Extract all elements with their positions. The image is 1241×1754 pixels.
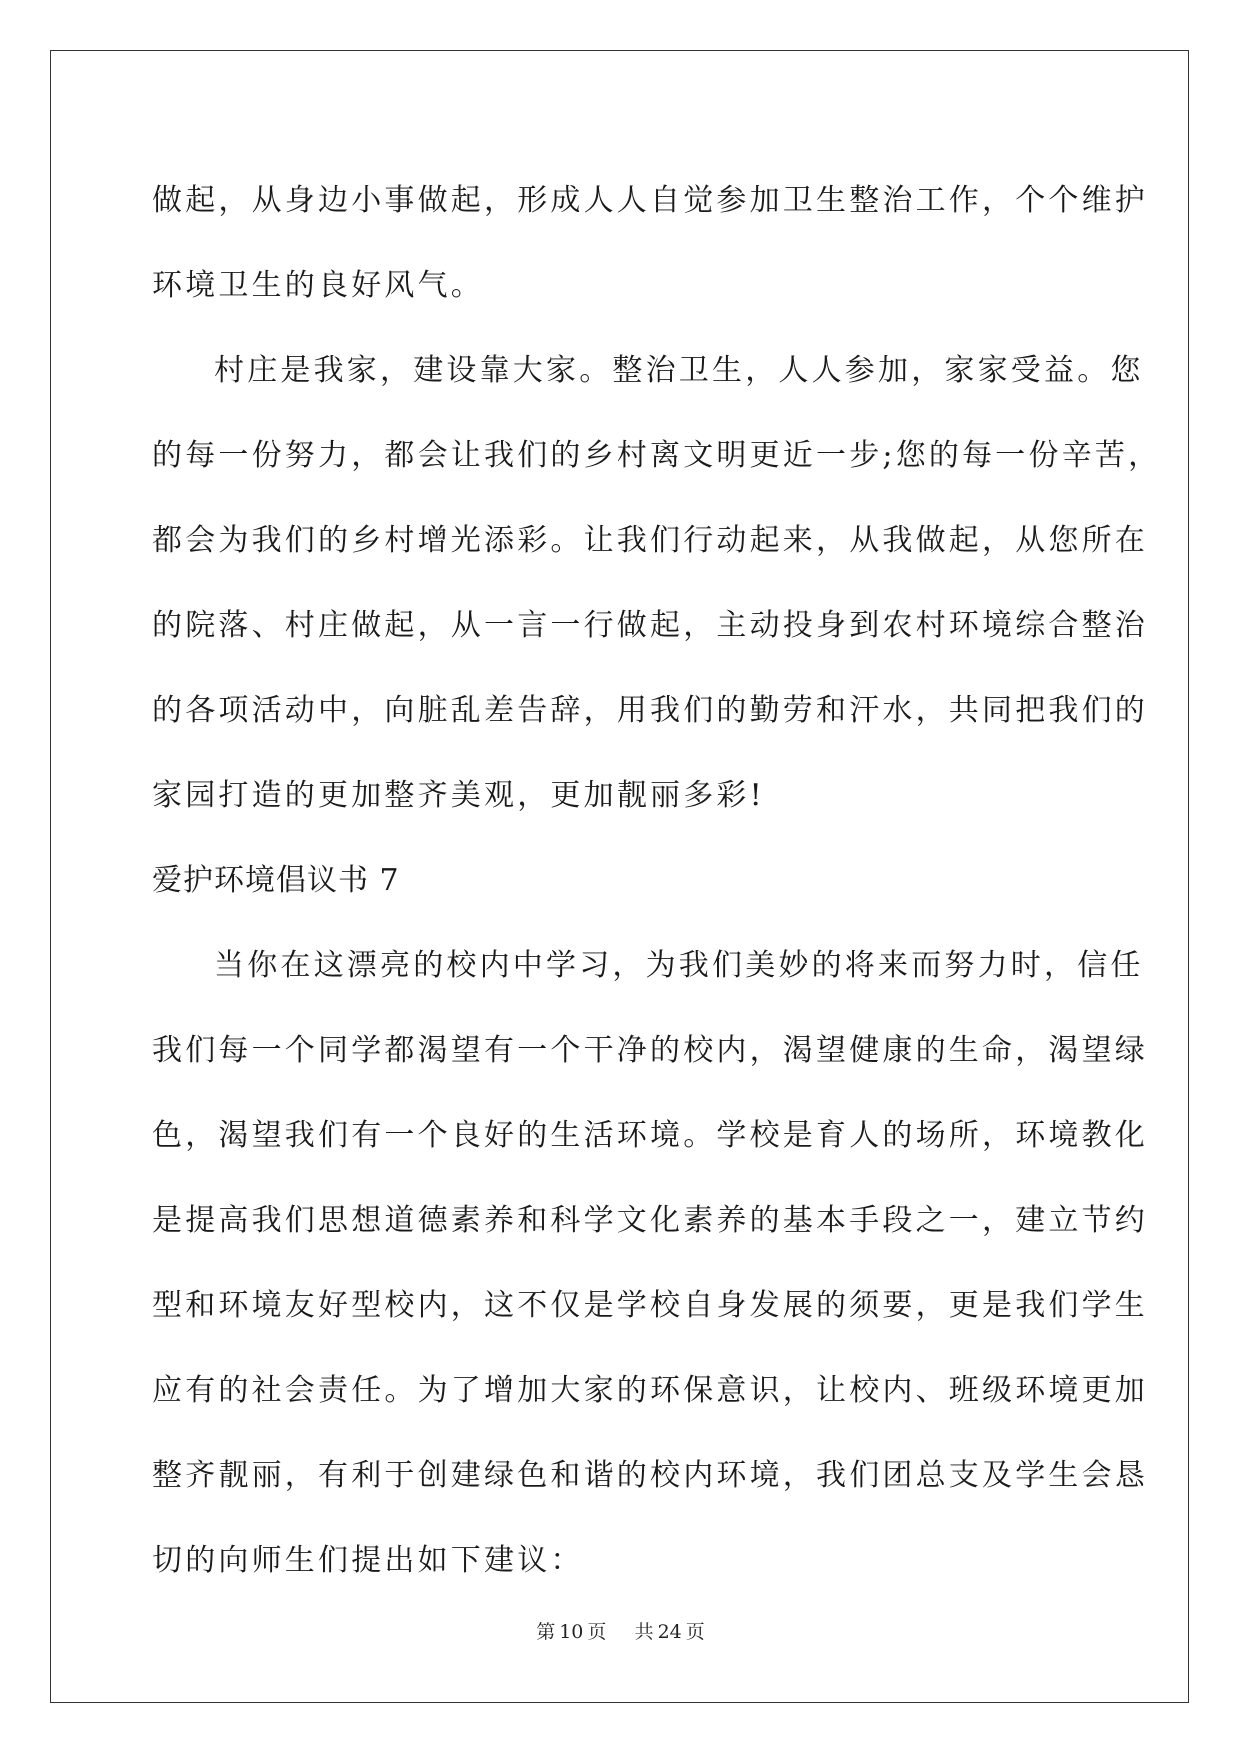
total-label-suffix: 页: [685, 1621, 705, 1643]
paragraph-start-line: 村庄是我家，建设靠大家。整治卫生，人人参加，家家受益。您: [214, 353, 1144, 388]
page-footer: [0, 1617, 1241, 1644]
page-label-suffix: 页: [587, 1621, 607, 1643]
text-line: 整齐靓丽，有利于创建绿色和谐的校内环境，我们团总支及学生会恳: [152, 1458, 1148, 1493]
text-line: 是提高我们思想道德素养和科学文化素养的基本手段之一，建立节约: [152, 1203, 1148, 1238]
document-body: [152, 158, 1162, 1603]
total-pages: 24: [657, 1621, 682, 1643]
text-line: 都会为我们的乡村增光添彩。让我们行动起来，从我做起，从您所在: [152, 523, 1148, 558]
page-number: 10: [559, 1621, 584, 1643]
text-line: 的每一份努力，都会让我们的乡村离文明更近一步;您的每一份辛苦，: [152, 438, 1162, 473]
text-line: 型和环境友好型校内，这不仅是学校自身发展的须要，更是我们学生: [152, 1288, 1148, 1323]
text-line: 的院落、村庄做起，从一言一行做起，主动投身到农村环境综合整治: [152, 608, 1148, 643]
text-line: 应有的社会责任。为了增加大家的环保意识，让校内、班级环境更加: [152, 1373, 1148, 1408]
text-line: 的各项活动中，向脏乱差告辞，用我们的勤劳和汗水，共同把我们的: [152, 693, 1148, 728]
text-line: 家园打造的更加整齐美观，更加靓丽多彩!: [152, 778, 765, 813]
text-line: 环境卫生的良好风气。: [152, 268, 484, 303]
paragraph-start-line: 当你在这漂亮的校内中学习，为我们美妙的将来而努力时，信任: [214, 948, 1144, 983]
page-label-prefix: 第: [536, 1621, 556, 1643]
total-label-prefix: 共: [634, 1621, 654, 1643]
section-heading: 爱护环境倡议书 7: [152, 863, 400, 898]
text-line: 我们每一个同学都渴望有一个干净的校内，渴望健康的生命，渴望绿: [152, 1033, 1148, 1068]
text-line: 色，渴望我们有一个良好的生活环境。学校是育人的场所，环境教化: [152, 1118, 1148, 1153]
text-line: 切的向师生们提出如下建议：: [152, 1543, 584, 1578]
text-line: 做起，从身边小事做起，形成人人自觉参加卫生整治工作，个个维护: [152, 183, 1148, 218]
